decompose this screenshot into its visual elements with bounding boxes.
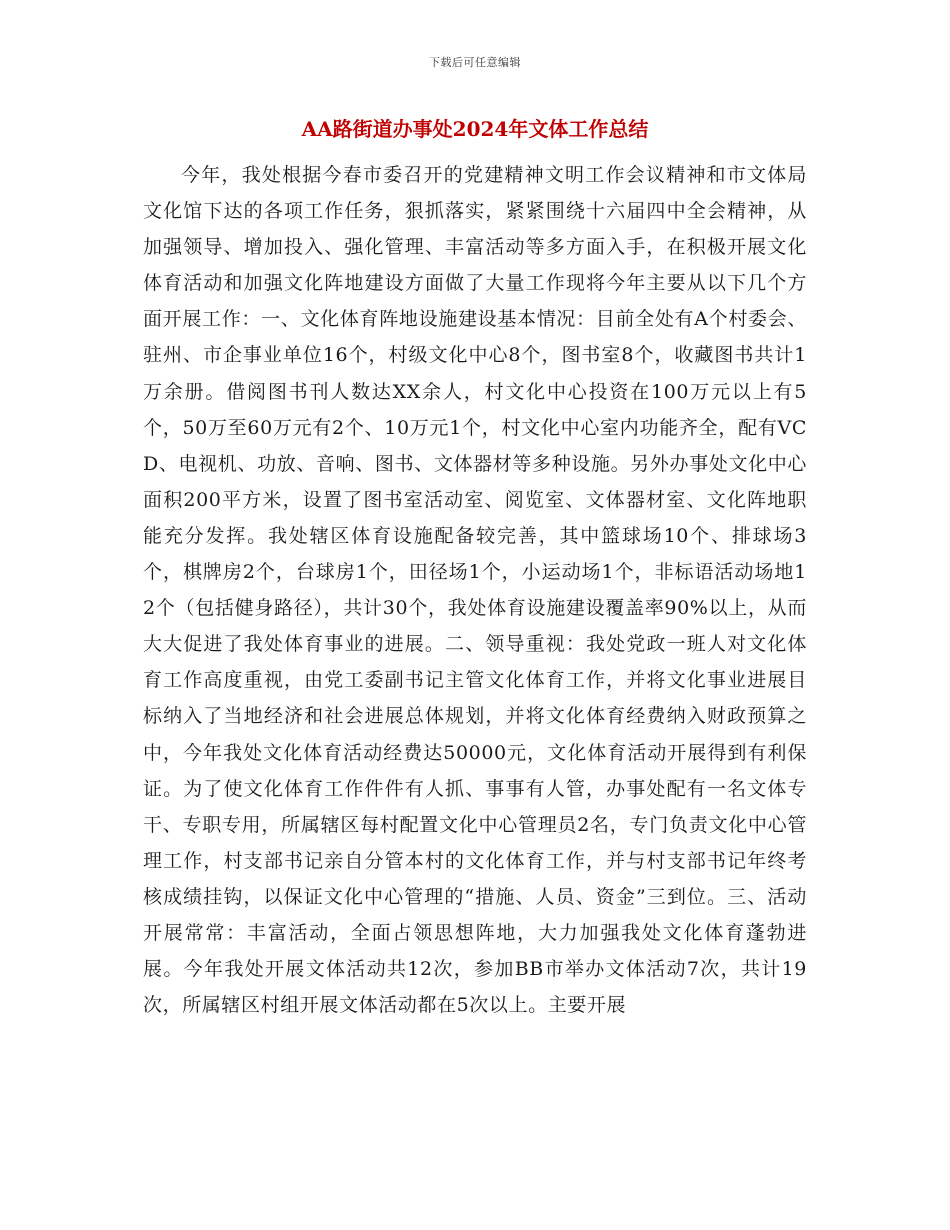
header-note: 下载后可任意编辑 [429, 56, 521, 69]
document-title: AA路街道办事处2024年文体工作总结 [301, 117, 649, 141]
body-paragraph: 今年，我处根据今春市委召开的党建精神文明工作会议精神和市文体局文化馆下达的各项工作任务，狠抓落实，紧紧围绕十六届四中全会精神，从加强领导、增加投入、强化管理、丰富活动等多方面入手，在积极开展文化体育活动和加强文化阵地建设方面做了大量工作现将今年主要从以下几个方面开展工作：一、文化体育阵地设施建设基本情况：目前全处有A个村委会、驻州、市企事业单位16个，村级文化中心8个，图书室8个，收藏图书共计1万余册。借阅图书刊人数达XX余人，村文化中心投资在100万元以上有5个，50万至60万元有2个、10万元1个，村文化中心室内功能齐全，配有VCD、电视机、功放、音响、图书、文体器材等多种设施。另外办事处文化中心面积200平方米，设置了图书室活动室、阅览室、文体器材室、文化阵地职能充分发挥。我处辖区体育设施配备较完善，其中篮球场10个、排球场3个，棋牌房2个，台球房1个，田径场1个，小运动场1个，非标语活动场地12个（包括健身路径），共计30个，我处体育设施建设覆盖率90%以上，从而大大促进了我处体育事业的进展。二、领导重视：我处党政一班人对文化体育工作高度重视，由党工委副书记主管文化体育工作，并将文化事业进展目标纳入了当地经济和社会进展总体规划，并将文化体育经费纳入财政预算之中，今年我处文化体育活动经费达50000元，文化体育活动开展得到有利保证。为了使文化体育工作件件有人抓、事事有人管，办事处配有一名文体专干、专职专用，所属辖区每村配置文化中心管理员2名，专门负责文化中心管理工作，村支部书记亲自分管本村的文化体育工作，并与村支部书记年终考核成绩挂钩，以保证文化中心管理的“措施、人员、资金”三到位。三、活动开展常常：丰富活动，全面占领思想阵地，大力加强我处文化体育蓬勃进展。今年我处开展文体活动共12次，参加BB市举办文体活动7次，共计19次，所属辖区村组开展文体活动都在5次以上。主要开展 [143, 164, 807, 1017]
